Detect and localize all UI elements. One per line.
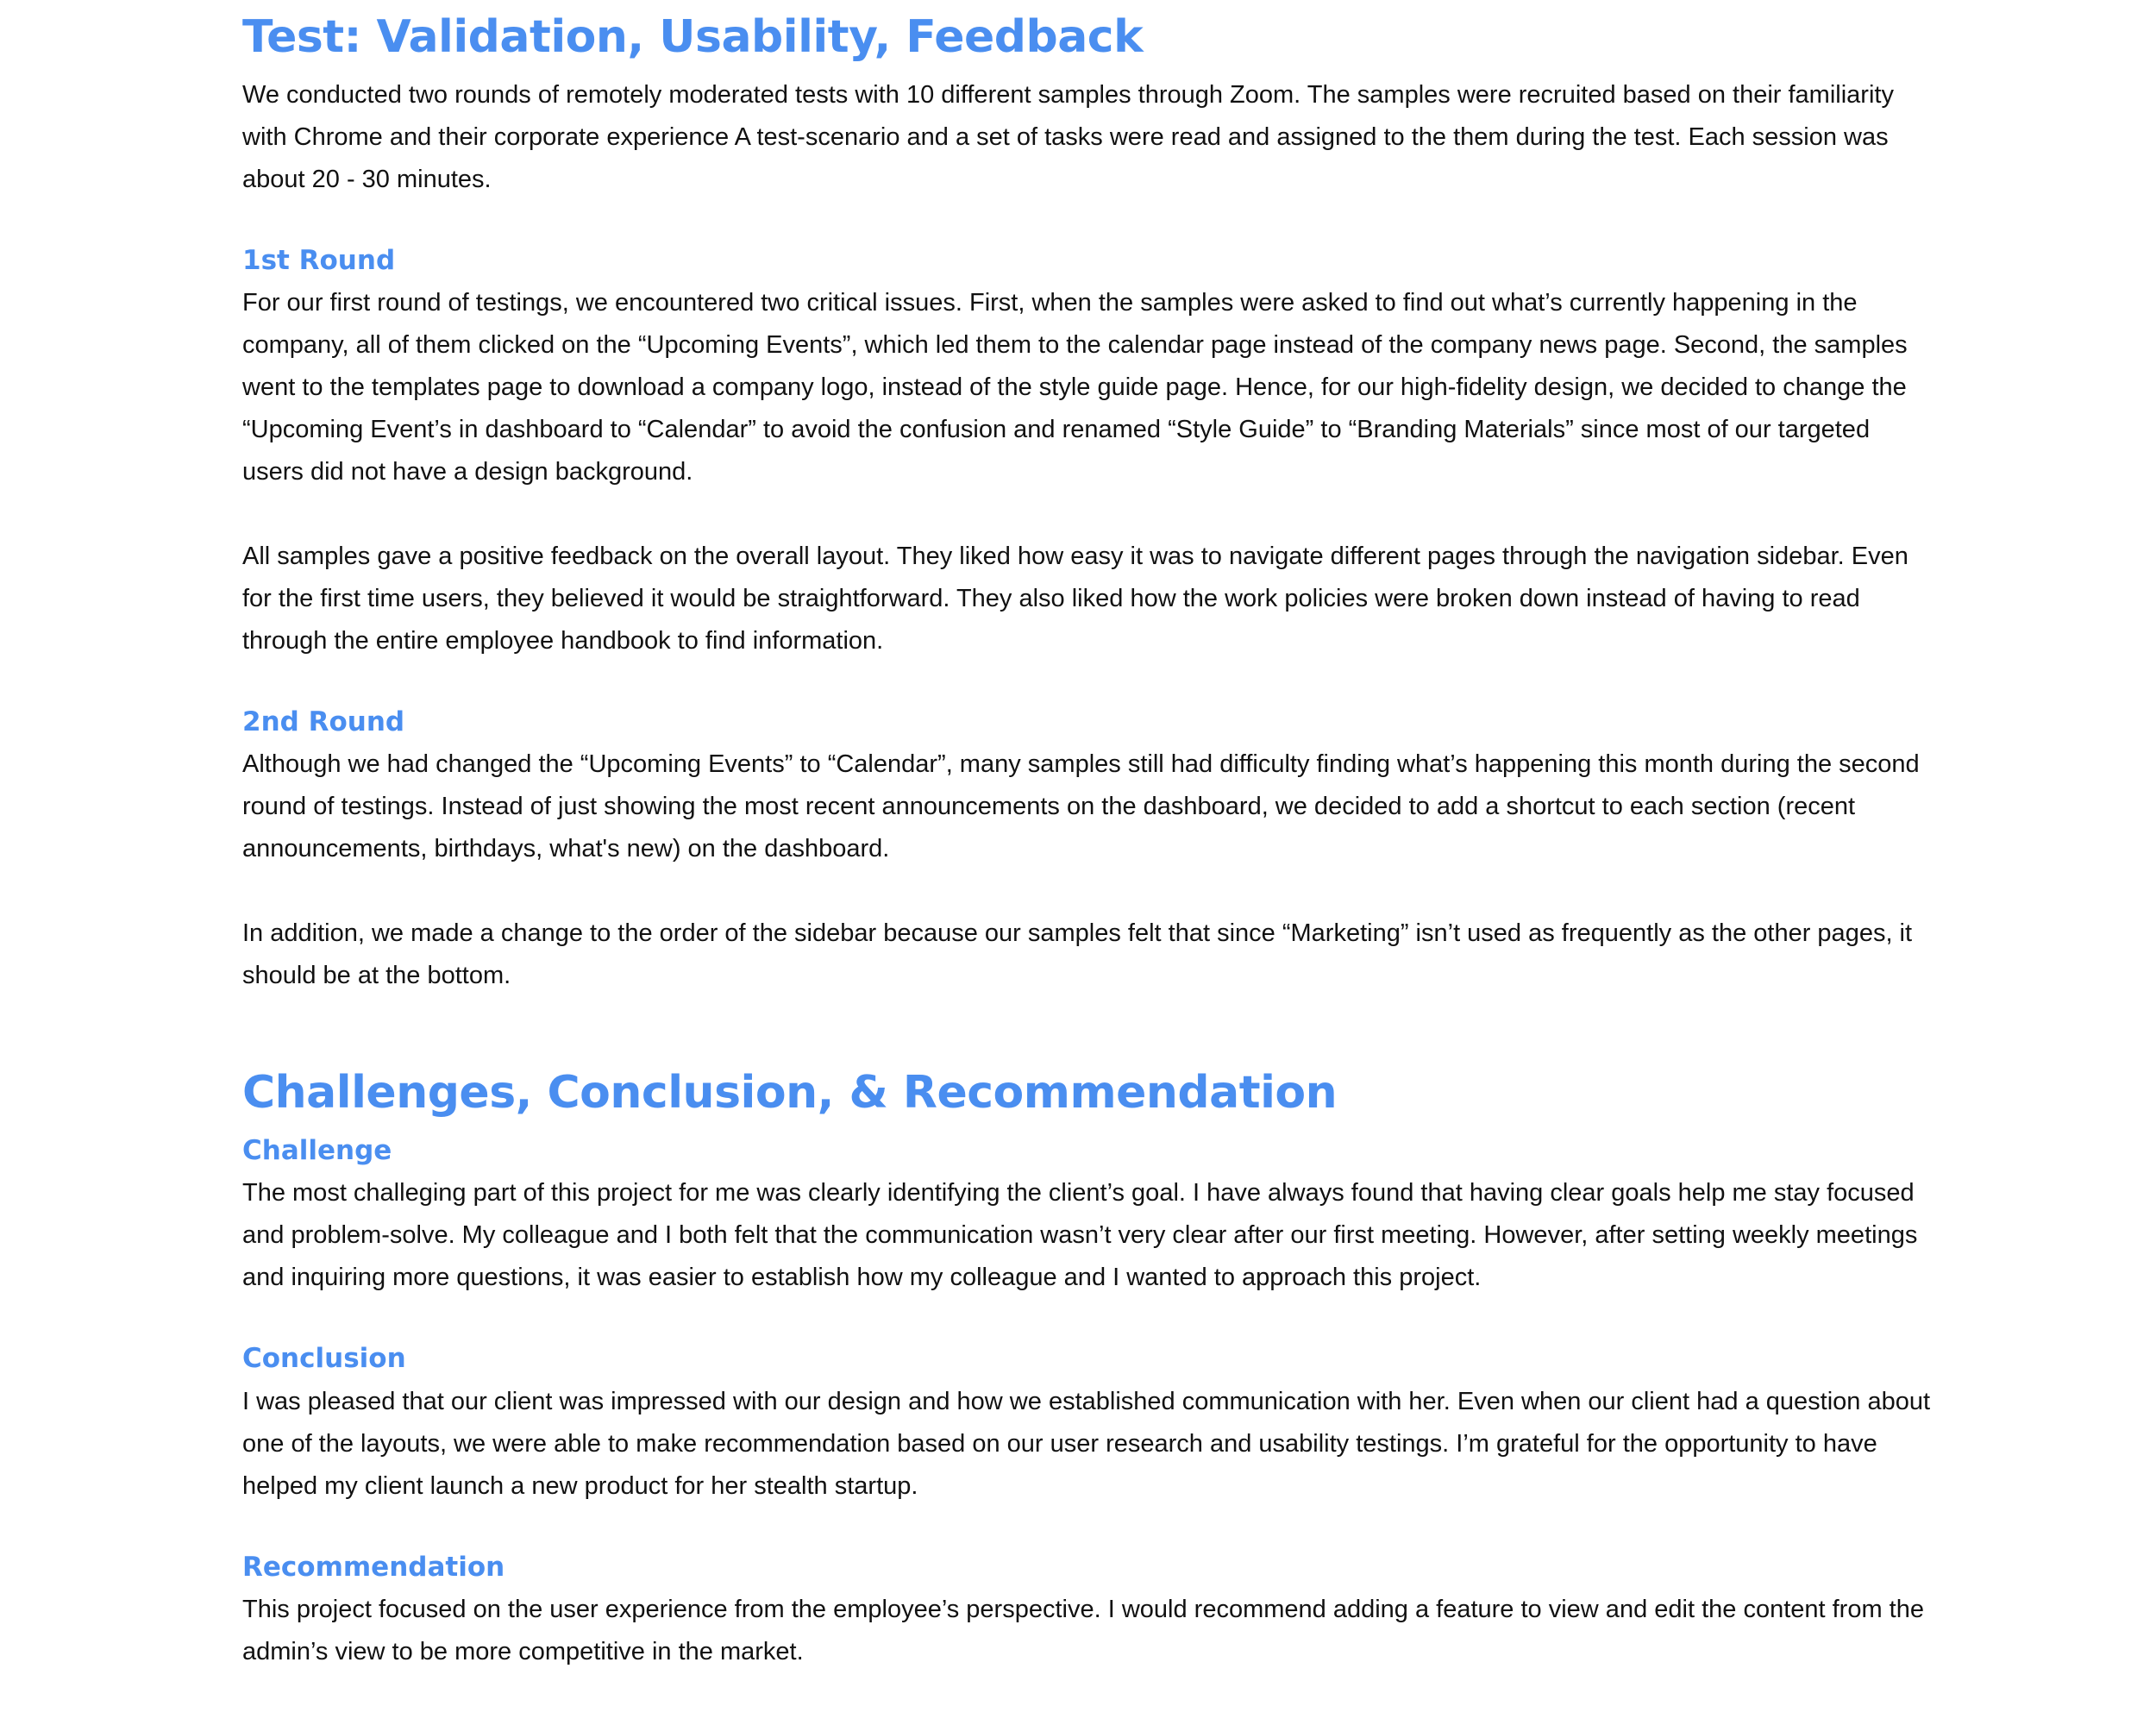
case-study-content	[242, 0, 1933, 1673]
test-section-title: Test: Validation, Usability, Feedback	[242, 11, 1144, 63]
round1-paragraph-issues: For our first round of testings, we encountered two critical issues. First, when the samples were asked to find out what’s currently happening in the company, all of them clicked on the “Upcoming Events”, which led them to the calendar page instead of the company news page. Second, the samples went to the templates page to download a company logo, instead of the style guide page. Hence, for our high-fidelity design, we decided to change the “Upcoming Event’s in dashboard to “Calendar” to avoid the confusion and renamed “Style Guide” to “Branding Materials” since most of our targeted users did not have a design background.	[242, 289, 1908, 486]
round2-paragraph-changes: Although we had changed the “Upcoming Events” to “Calendar”, many samples still had difficulty finding what’s happening this month during the second round of testings. Instead of just showing the most recent announcements on the dashboard, we decided to add a shortcut to each section (recent announcements, birthdays, what's new) on the dashboard.	[242, 750, 1920, 863]
challenge-heading: Challenge	[242, 1135, 392, 1167]
round2-heading: 2nd Round	[242, 706, 405, 738]
test-section	[242, 12, 1933, 997]
recommendation-heading: Recommendation	[242, 1551, 505, 1583]
challenges-section	[242, 1068, 1933, 1673]
challenges-section-title: Challenges, Conclusion, & Recommendation	[242, 1067, 1338, 1120]
round1-heading: 1st Round	[242, 244, 396, 276]
test-intro-paragraph: We conducted two rounds of remotely moderated tests with 10 different samples through Zoom. The samples were recruited based on their familiarity with Chrome and their corporate experience A test-scenario and a set of tasks were read and assigned to the them during the test. Each session was about 20 - 30 minutes.	[242, 80, 1894, 193]
conclusion-paragraph: I was pleased that our client was impressed with our design and how we established communication with her. Even when our client had a question about one of the layouts, we were able to make recommendation based on our user research and usability testings. I’m grateful for the opportunity to have helped my client launch a new product for her stealth startup.	[242, 1387, 1931, 1500]
round2-paragraph-sidebar: In addition, we made a change to the order of the sidebar because our samples felt that since “Marketing” isn’t used as frequently as the other pages, it should be at the bottom.	[242, 919, 1913, 990]
round1-paragraph-feedback: All samples gave a positive feedback on the overall layout. They liked how easy it was to navigate different pages through the navigation sidebar. Even for the first time users, they believed it would be straightforward. They also liked how the work policies were broken down instead of having to read through the entire employee handbook to find information.	[242, 543, 1908, 656]
challenge-paragraph: The most challeging part of this project for me was clearly identifying the client’s goal. I have always found that having clear goals help me stay focused and problem-solve. My colleague and I both felt that the communication wasn’t very clear after our first meeting. However, after setting weekly meetings and inquiring more questions, it was easier to establish how my colleague and I wanted to approach this project.	[242, 1179, 1918, 1292]
recommendation-paragraph: This project focused on the user experience from the employee’s perspective. I would recommend adding a feature to view and edit the content from the admin’s view to be more competitive in the market.	[242, 1596, 1924, 1666]
conclusion-heading: Conclusion	[242, 1343, 406, 1375]
